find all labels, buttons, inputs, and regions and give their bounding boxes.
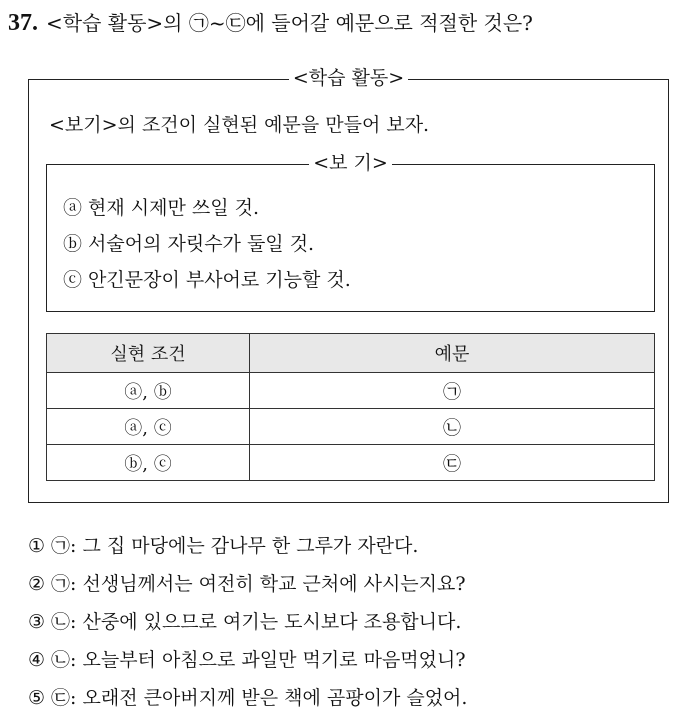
bogi-title-wrap (47, 150, 654, 176)
choice-number: ② (28, 573, 46, 595)
question-header (8, 8, 674, 38)
question-text: <학습 활동>의 ㉠~㉢에 들어갈 예문으로 적절한 것은? (46, 11, 533, 35)
learning-activity-title-wrap (29, 65, 668, 91)
choice-number: ① (28, 535, 46, 557)
table-header-row (47, 334, 655, 373)
table-cell-example: ㉡ (250, 409, 655, 445)
table-cell-condition: ⓐ, ⓑ (47, 373, 250, 409)
table-cell-condition: ⓑ, ⓒ (47, 445, 250, 481)
choice-number: ④ (28, 649, 46, 671)
answer-choices (28, 527, 467, 717)
table-row (47, 445, 655, 481)
bogi-box (46, 152, 655, 312)
bogi-item-a: ⓐ 현재 시제만 쓰일 것. (63, 197, 260, 219)
table-row (47, 409, 655, 445)
learning-activity-title: <학습 활동> (289, 67, 408, 89)
table-header-example: 예문 (250, 334, 655, 373)
learning-activity-box (28, 67, 669, 503)
table-header-condition: 실현 조건 (47, 334, 250, 373)
bogi-item-c: ⓒ 안긴문장이 부사어로 기능할 것. (63, 269, 351, 291)
bogi-list (63, 190, 351, 298)
table-cell-example: ㉠ (250, 373, 655, 409)
bogi-title: <보 기> (309, 152, 392, 174)
choice-2[interactable] (28, 565, 467, 603)
table-cell-example: ㉢ (250, 445, 655, 481)
choice-5[interactable] (28, 679, 467, 717)
choice-3[interactable] (28, 603, 467, 641)
choice-number: ③ (28, 611, 46, 633)
choice-text: ㉠: 선생님께서는 여전히 학교 근처에 사시는지요? (51, 573, 466, 595)
choice-text: ㉢: 오래전 큰아버지께 받은 책에 곰팡이가 슬었어. (51, 687, 468, 709)
choice-text: ㉡: 산중에 있으므로 여기는 도시보다 조용합니다. (51, 611, 462, 633)
choice-text: ㉡: 오늘부터 아침으로 과일만 먹기로 마음먹었니? (51, 649, 466, 671)
choice-4[interactable] (28, 641, 467, 679)
condition-table (46, 333, 655, 481)
activity-intro: <보기>의 조건이 실현된 예문을 만들어 보자. (49, 114, 430, 136)
question-number: 37. (8, 10, 38, 36)
table-cell-condition: ⓐ, ⓒ (47, 409, 250, 445)
choice-number: ⑤ (28, 687, 46, 709)
choice-text: ㉠: 그 집 마당에는 감나무 한 그루가 자란다. (51, 535, 419, 557)
choice-1[interactable] (28, 527, 467, 565)
bogi-item-b: ⓑ 서술어의 자릿수가 둘일 것. (63, 233, 315, 255)
table-row (47, 373, 655, 409)
